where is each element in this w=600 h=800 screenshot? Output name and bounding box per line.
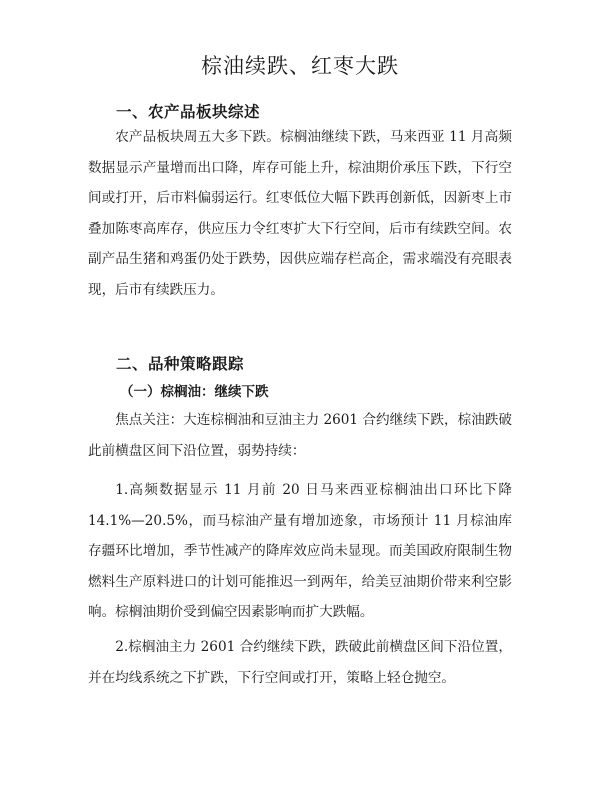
overview-paragraph: 农产品板块周五大多下跌。棕榈油继续下跌，马来西亚 11 月高频数据显示产量增而出口降，库存可能上升，棕油期价承压下跌，下行空间或打开，后市料偏弱运行。红枣低位大幅下跌再创新低，因新枣上市叠加陈枣高库存，供应压力令红枣扩大下行空间，后市有续跌空间。农副产品生猪和鸡蛋仍处于跌势，因供应端存栏高企，需求端没有亮眼表现，后市有续跌压力。 xyxy=(88,129,512,298)
point-1-paragraph: 1.高频数据显示 11 月前 20 日马来西亚棕榈油出口环比下降 14.1%—20.5%，而马棕油产量有增加迹象，市场预计 11 月棕油库存疆环比增加，季节性减产的降库效应尚未显现。而美国政府限制生物燃料生产原料进口的计划可能推迟一到两年，给美豆油期价带来利空影响。棕榈油期价受到偏空因素影响而扩大跌幅。 xyxy=(88,482,512,620)
section-heading-overview: 一、农产品板块综述 xyxy=(116,102,261,121)
subheading-palm-oil: （一）棕榈油：继续下跌 xyxy=(120,384,269,400)
document-title: 棕油续跌、红枣大跌 xyxy=(201,54,399,78)
point-2-paragraph: 2.棕榈油主力 2601 合约继续下跌，跌破此前横盘区间下沿位置，并在均线系统之下扩跌，下行空间或打开，策略上轻仓抛空。 xyxy=(88,639,512,686)
section-heading-strategy: 二、品种策略跟踪 xyxy=(116,354,245,373)
focus-paragraph: 焦点关注：大连棕榈油和豆油主力 2601 合约继续下跌，棕油跌破此前横盘区间下沿位置，弱势持续： xyxy=(88,412,512,459)
